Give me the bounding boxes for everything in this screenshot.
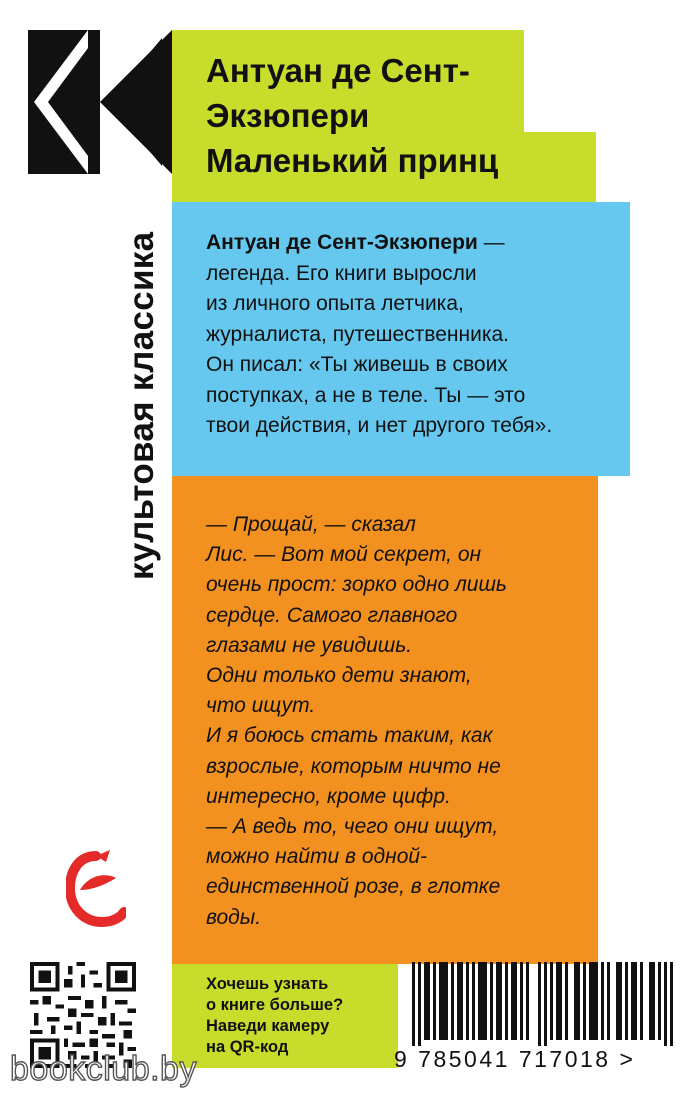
qr-prompt-line: на QR-код [206, 1038, 289, 1056]
title-line: Маленький принц [206, 142, 499, 179]
quote-line: — Прощай, — сказал [206, 513, 416, 536]
author-description [206, 228, 616, 442]
quote-line: Одни только дети знают, [206, 664, 472, 688]
about-dash: — [477, 231, 505, 254]
title-line: Антуан де Сент- [206, 52, 470, 89]
about-line: поступках, а не в теле. Ты — это [206, 383, 526, 407]
qr-prompt-line: о книге больше? [206, 996, 344, 1014]
qr-prompt-line: Наведи камеру [206, 1017, 330, 1035]
book-title [206, 48, 606, 183]
about-line: легенда. Его книги выросли [206, 261, 477, 285]
about-line: твои действия, и нет другого тебя». [206, 414, 553, 437]
watermark: bookclub.by [10, 1050, 197, 1088]
quote-line: интересно, кроме цифр. [206, 784, 451, 808]
quote-line: И я боюсь стать таким, как [206, 724, 493, 748]
title-line: Экзюпери [206, 97, 370, 134]
about-line: журналиста, путешественника. [206, 322, 509, 346]
about-line: из личного опыта летчика, [206, 292, 464, 315]
quote-line: можно найти в одной- [206, 845, 428, 869]
quote-line: очень прост: зорко одно лишь [206, 573, 507, 597]
quote-line: взрослые, которым ничто не [206, 754, 501, 778]
qr-prompt [206, 974, 396, 1058]
isbn-number: 9 785041 717018 > [394, 1046, 636, 1072]
quote-line: Лис. — Вот мой секрет, он [206, 543, 482, 567]
eksmo-e-icon [66, 848, 126, 930]
qr-prompt-line: Хочешь узнать [206, 975, 329, 993]
quote-line: единственной розе, в глотке [206, 875, 501, 899]
quote-line: — А ведь то, чего они ищут, [206, 815, 499, 839]
quote-line: воды. [206, 905, 262, 929]
quote-line: что ищут. [206, 694, 316, 718]
double-chevron-icon [28, 30, 172, 174]
quote-line: глазами не увидишь. [206, 633, 413, 657]
barcode-icon [412, 962, 674, 1046]
author-name: Антуан де Сент-Экзюпери [206, 231, 478, 254]
about-line: Он писал: «Ты живешь в своих [206, 353, 508, 376]
about-line [206, 228, 616, 259]
series-label: культовая классика [122, 231, 161, 580]
quote-line: сердце. Самого главного [206, 603, 458, 627]
book-quote [206, 510, 586, 933]
